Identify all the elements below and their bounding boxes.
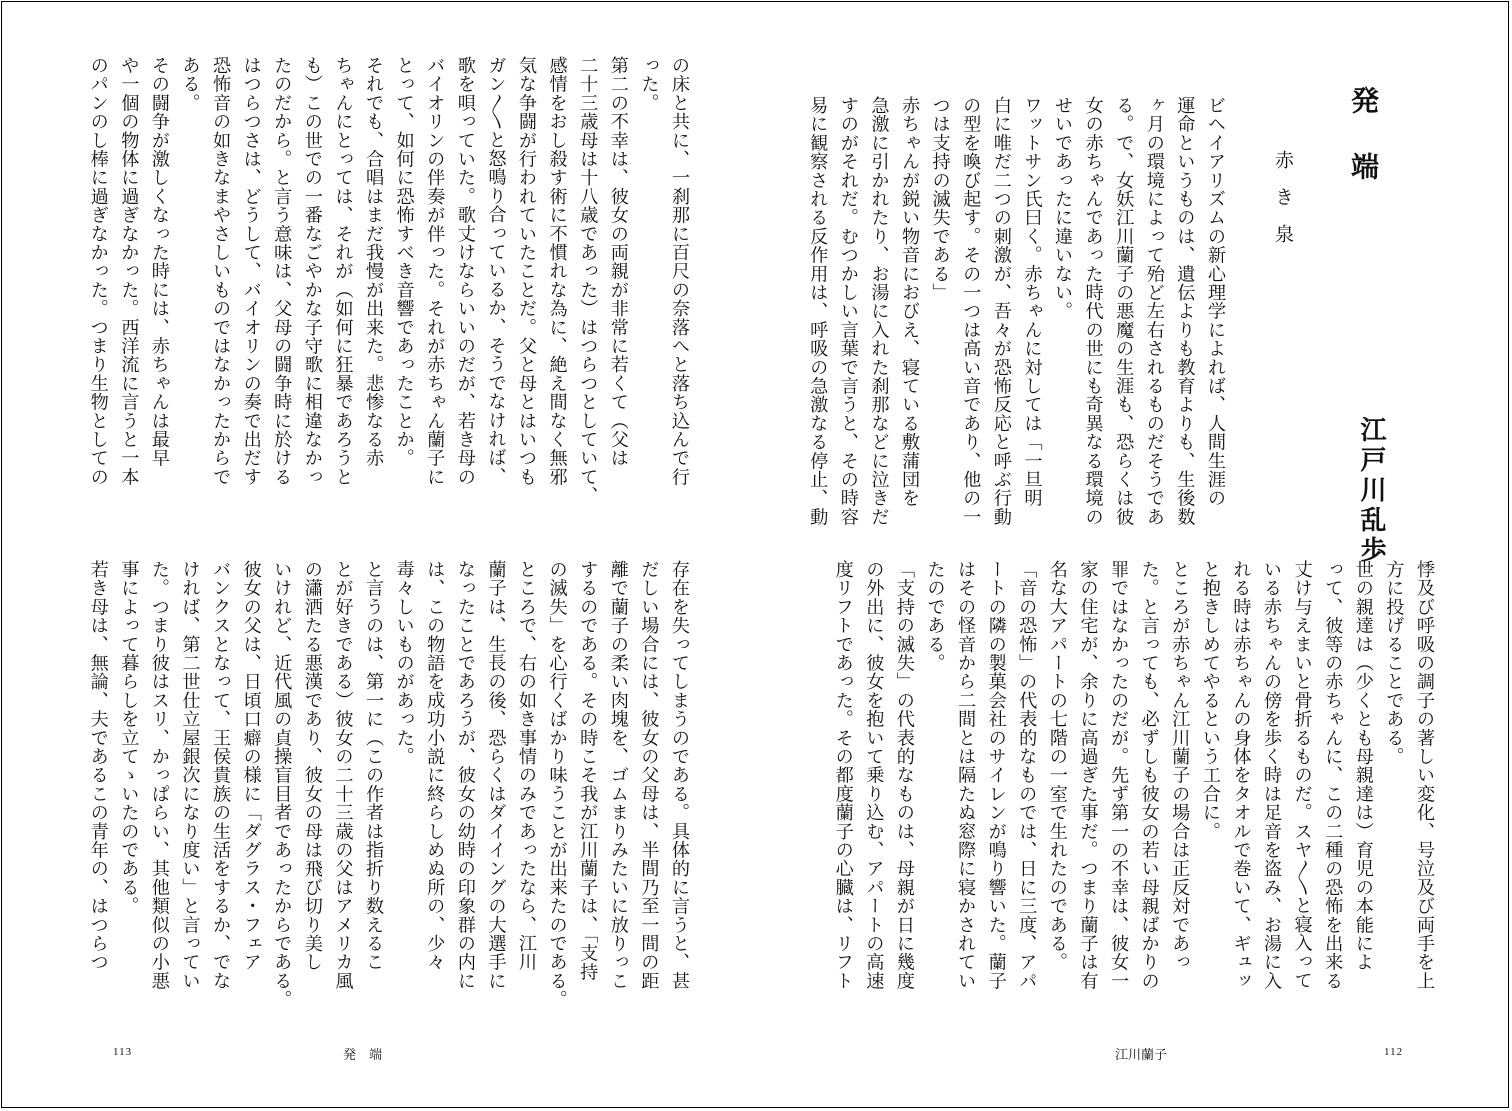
text-line: と言うのは、第一に（この作者は指折り数えるこ <box>363 560 385 972</box>
text-line: 感情をおし殺す術に不慣れな為に、絶え間なく無邪 <box>546 56 568 487</box>
gutter <box>755 40 756 1070</box>
page-number-right: 112 <box>1384 1046 1404 1058</box>
text-line: は、この物語を成功小説に終らしめぬ所の、少々 <box>424 560 446 972</box>
text-line: ヶ月の環境によって殆ど左右されるものだそうであ <box>1143 96 1165 527</box>
text-line: なったことであろうが、彼女の幼時の印象群の内に <box>454 560 476 991</box>
text-line: ところが赤ちゃん江川蘭子の場合は正反対であっ <box>1169 560 1191 972</box>
text-line: バンクスとなって、王侯貴族の生活をするか、でな <box>210 560 232 991</box>
text-line: ートの隣の製菓会社のサイレンが鳴り響いた。蘭子 <box>985 560 1007 991</box>
text-line: バイオリンの伴奏が伴った。それが赤ちゃん蘭子に <box>424 56 446 487</box>
running-head-right: 江川蘭子 <box>1115 1048 1168 1063</box>
text-line: や一個の物体に過ぎなかった。西洋流に言うと一本 <box>118 56 140 487</box>
text-line: 事によって暮らしを立てゝいたのである。 <box>118 560 140 916</box>
text-line: いけれど、近代風の貞操盲目者であったからである。 <box>271 560 293 1009</box>
text-line: と抱きしめてやるという工合に。 <box>1199 560 1221 841</box>
author-name: 江戸川乱歩 <box>1356 416 1386 566</box>
text-line: つは支持の滅失である」 <box>929 96 951 302</box>
left-page-lower-text <box>82 560 694 1010</box>
text-line: 気な争闘が行われていたことだ。父と母とはいつも <box>516 56 538 487</box>
text-line: ければ、第二世仕立屋銀次になり度い」と言ってい <box>179 560 201 991</box>
text-line: の瀟洒たる悪漢であり、彼女の母は飛び切り美し <box>301 560 323 972</box>
text-line: る。で、女妖江川蘭子の悪魔の生涯も、恐らくは彼 <box>1113 96 1135 527</box>
text-line: 悸及び呼吸の調子の著しい変化、号泣及び両手を上 <box>1414 560 1435 991</box>
text-line: 赤ちゃんが鋭い物音におびえ、寝ている敷蒲団を <box>899 96 921 508</box>
text-line: 二十三歳母は十八歳であった）はつらつとしていて、 <box>577 56 599 505</box>
text-line: 蘭子は、生長の後、恐らくはダイイングの大選手に <box>485 560 507 991</box>
text-line: 「支持の滅失」の代表的なものは、母親が日に幾度 <box>893 560 915 991</box>
text-line: 第二の不幸は、彼女の両親が非常に若くて（父は <box>607 56 629 468</box>
text-line: とが好きである）彼女の二十三歳の父はアメリカ風 <box>332 560 354 991</box>
text-line: たのだから。と言う意味は、父母の闘争時に於ける <box>271 56 293 487</box>
text-line: はつらつさは、どうして、バイオリンの奏で出だす <box>240 56 262 487</box>
text-line: 歌を唄っていた。歌丈けならいいのだが、若き母の <box>454 56 476 487</box>
text-line: 恐怖音の如きなまやさしいものではなかったからで <box>210 56 232 487</box>
text-line: も）この世での一番なごやかな子守歌に相違なかっ <box>301 56 323 487</box>
text-line: 白に唯だ二つの刺激が、吾々が恐怖反応と呼ぶ行動 <box>990 96 1012 527</box>
text-line: ビヘイアリズムの新心理学によれば、人間生涯の <box>1205 96 1226 508</box>
running-head-left: 発 端 <box>343 1048 383 1063</box>
left-page-upper-text <box>82 56 694 536</box>
text-line: はその怪音から二間とは隔たぬ窓際に寝かされてい <box>955 560 977 991</box>
text-line: のパンのし棒に過ぎなかった。つまり生物としての <box>87 56 109 487</box>
text-line: た。と言っても、必ずしも彼女の若い母親ばかりの <box>1138 560 1160 991</box>
right-page-upper-text <box>802 96 1230 536</box>
text-line: 離で蘭子の柔い肉塊を、ゴムまりみたいに放りっこ <box>607 560 629 991</box>
text-line: 存在を失ってしまうのである。具体的に言うと、甚 <box>669 560 690 991</box>
text-line: ガン〳〵と怒鳴り合っているか、そうでなければ、 <box>485 56 507 486</box>
text-line: ある。 <box>179 56 201 113</box>
text-line: 「音の恐怖」の代表的なものでは、日に三度、アパ <box>1016 560 1038 991</box>
text-line: 女の赤ちゃんであった時代の世にも奇異なる環境の <box>1082 96 1104 527</box>
text-line: れる時は赤ちゃんの身体をタオルで巻いて、ギュッ <box>1230 560 1252 991</box>
text-line: った。 <box>638 56 660 113</box>
text-line: とって、如何に恐怖すべき音響であったことか。 <box>393 56 415 468</box>
text-line: 急激に引かれたり、お湯に入れた刹那などに泣きだ <box>868 96 890 527</box>
text-line: 世の親達は（少くとも母親達は）育児の本能によ <box>1352 560 1374 972</box>
text-line: た。つまり彼はスリ、かっぱらい、其他類似の小悪 <box>148 560 170 991</box>
story-title: 発端 <box>1347 86 1380 218</box>
text-line: すのがそれだ。むつかしい言葉で言うと、その時容 <box>837 96 859 527</box>
text-line: 毒々しいものがあった。 <box>393 560 415 766</box>
text-line: の滅失」を心行くばかり味うことが出来たのである。 <box>546 560 568 1009</box>
text-line: って、彼等の赤ちゃんに、この二種の恐怖を出来る <box>1322 560 1344 991</box>
text-line: 方に投げることである。 <box>1383 560 1405 766</box>
text-line: ちゃんにとっては、それが（如何に狂暴であろうと <box>332 56 354 487</box>
text-line: だしい場合には、彼女の父母は、半間乃至一間の距 <box>638 560 660 991</box>
text-line: するのである。その時こそ我が江川蘭子は、「支持 <box>577 560 599 981</box>
text-line: 彼女の父は、日頃口癖の様に「ダグラス・フェア <box>240 560 262 972</box>
text-line: ところで、右の如き事情のみであったなら、江川 <box>516 560 538 972</box>
text-line: の床と共に、一刹那に百尺の奈落へと落ち込んで行 <box>669 56 690 487</box>
text-line: の外出に、彼女を抱いて乗り込む、アパートの高速 <box>863 560 885 991</box>
text-line: たのである。 <box>924 560 946 673</box>
text-line: 名な大アパートの七階の一室で生れたのである。 <box>1046 560 1068 972</box>
text-line: 罪ではなかったのだが。先ず第一の不幸は、彼女一 <box>1108 560 1130 991</box>
story-subtitle: 赤き泉 <box>1272 150 1294 261</box>
text-line: 家の住宅が、余りに高過ぎた事だ。つまり蘭子は有 <box>1077 560 1099 991</box>
text-line: 丈け与えまいと骨折るものだ。スヤ〳〵と寝入って <box>1291 560 1313 990</box>
text-line: いる赤ちゃんの傍を歩く時は足音を盗み、お湯に入 <box>1261 560 1283 991</box>
text-line: 若き母は、無論、夫であるこの青年の、はつらつ <box>87 560 109 972</box>
text-line: その闘争が激しくなった時には、赤ちゃんは最早 <box>148 56 170 468</box>
text-line: ワットサン氏曰く。赤ちゃんに対しては「一旦明 <box>1021 96 1043 508</box>
text-line: 度リフトであった。その都度蘭子の心臓は、リフト <box>832 560 854 991</box>
text-line: 易に観察される反作用は、呼吸の急激なる停止、動 <box>807 96 829 527</box>
page-number-left: 113 <box>113 1046 133 1058</box>
text-line: それでも、合唱はまだ我慢が出来た。悲惨なる赤 <box>363 56 385 468</box>
text-line: の型を喚び起す。その一つは高い音であり、他の一 <box>960 96 982 527</box>
text-line: 運命というものは、遺伝よりも教育よりも、生後数 <box>1174 96 1196 527</box>
text-line: せいであったに違いない。 <box>1052 96 1074 321</box>
right-page-lower-text <box>827 560 1439 1010</box>
